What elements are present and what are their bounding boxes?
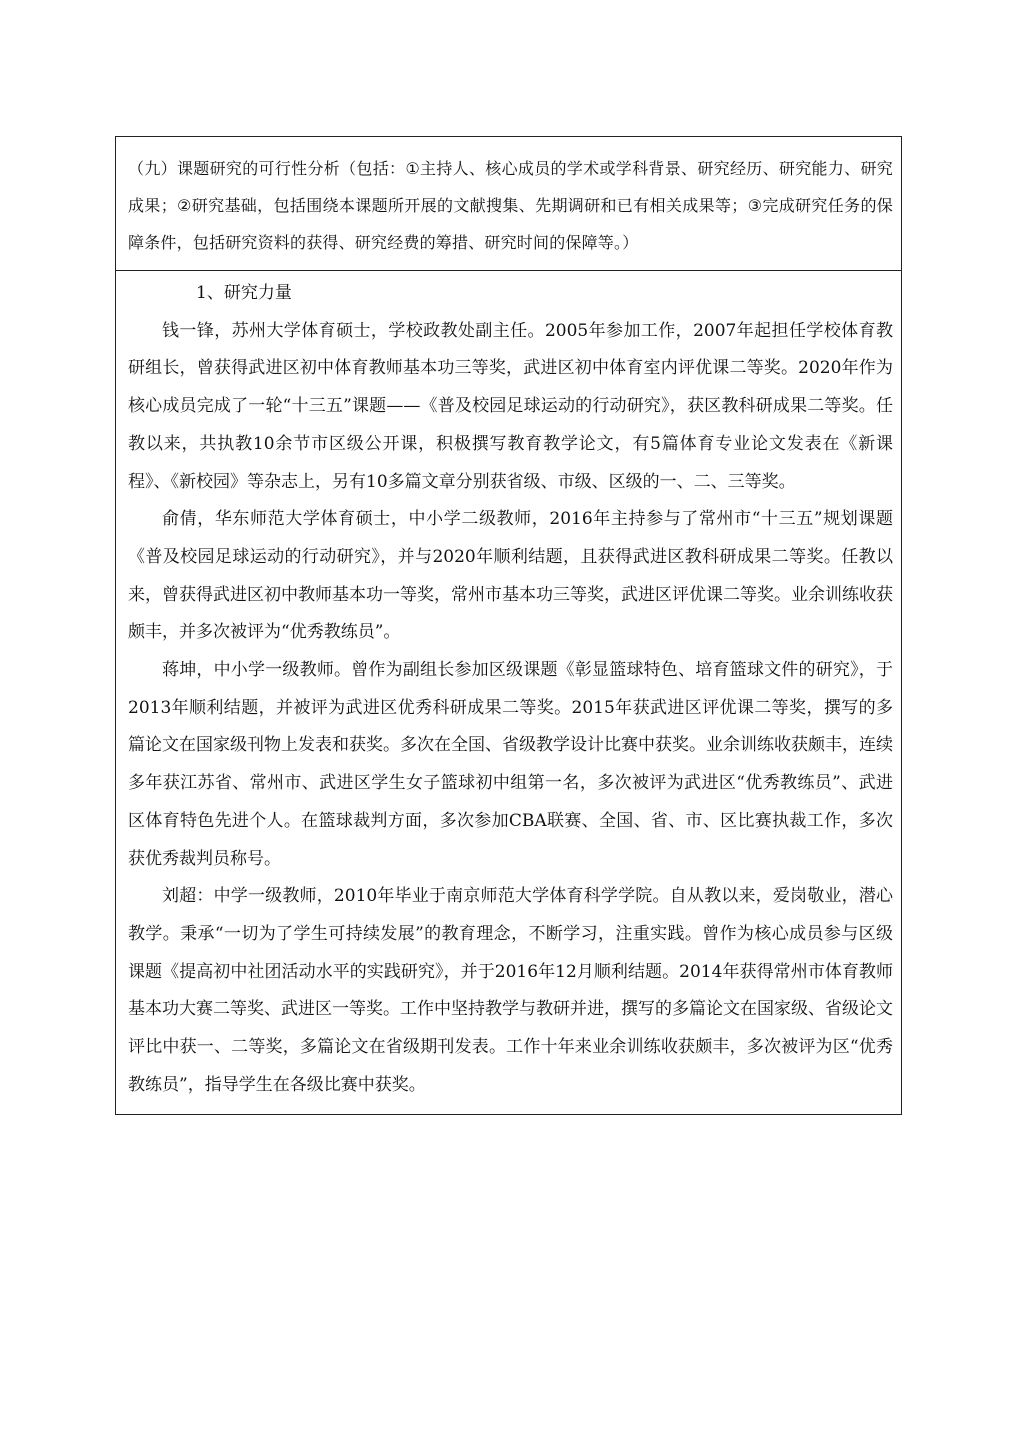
content-cell	[116, 271, 901, 1114]
paragraph-jiang-kun: 蒋坤，中小学一级教师。曾作为副组长参加区级课题《彰显篮球特色、培育篮球文件的研究》，于2013年顺利结题，并被评为武进区优秀科研成果二等奖。2015年获武进区评优课二等奖，撰写的多篇论文在国家级刊物上发表和获奖。多次在全国、省级教学设计比赛中获奖。业余训练收获颇丰，连续多年获江苏省、常州市、武进区学生女子篮球初中组第一名，多次被评为武进区“优秀教练员”、武进区体育特色先进个人。在篮球裁判方面，多次参加CBA联赛、全国、省、市、区比赛执裁工作，多次获优秀裁判员称号。	[128, 660, 893, 869]
paragraph-liu-chao: 刘超：中学一级教师，2010年毕业于南京师范大学体育科学学院。自从教以来，爱岗敬业，潜心教学。秉承“一切为了学生可持续发展”的教育理念，不断学习，注重实践。曾作为核心成员参与区级课题《提高初中社团活动水平的实践研究》，并于2016年12月顺利结题。2014年获得常州市体育教师基本功大赛二等奖、武进区一等奖。工作中坚持教学与教研并进，撰写的多篇论文在国家级、省级论文评比中获一、二等奖，多篇论文在省级期刊发表。工作十年来业余训练收获颇丰，多次被评为区“优秀教练员”，指导学生在各级比赛中获奖。	[128, 886, 893, 1095]
section-header-cell: （九）课题研究的可行性分析（包括：①主持人、核心成员的学术或学科背景、研究经历、研究能力、研究成果；②研究基础，包括围绕本课题所开展的文献搜集、先期调研和已有相关成果等；③完成研究任务的保障条件，包括研究资料的获得、研究经费的筹措、研究时间的保障等。）	[116, 137, 901, 271]
paragraph-qian-yifeng: 钱一锋，苏州大学体育硕士，学校政教处副主任。2005年参加工作，2007年起担任学校体育教研组长，曾获得武进区初中体育教师基本功三等奖，武进区初中体育室内评优课二等奖。2020年作为核心成员完成了一轮“十三五”课题——《普及校园足球运动的行动研究》，获区教科研成果二等奖。任教以来，共执教10余节市区级公开课，积极撰写教育教学论文，有5篇体育专业论文发表在《新课程》、《新校园》等杂志上，另有10多篇文章分别获省级、市级、区级的一、二、三等奖。	[128, 320, 893, 492]
section-title: 1、研究力量	[196, 283, 292, 303]
paragraph-yu-qian: 俞倩，华东师范大学体育硕士，中小学二级教师，2016年主持参与了常州市“十三五”规划课题《普及校园足球运动的行动研究》，并与2020年顺利结题，且获得武进区教科研成果二等奖。任教以来，曾获得武进区初中教师基本功一等奖，常州市基本功三等奖，武进区评优课二等奖。业余训练收获颇丰，并多次被评为“优秀教练员”。	[128, 509, 893, 643]
document-table	[115, 136, 902, 1115]
